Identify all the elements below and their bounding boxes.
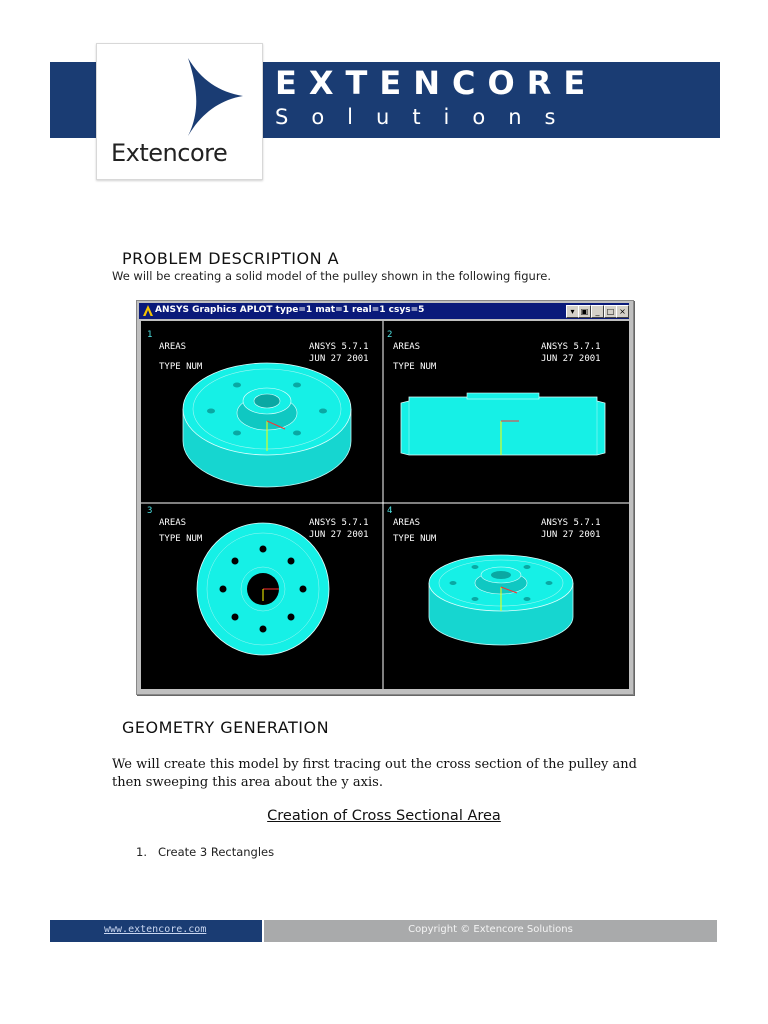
close-button[interactable]: × bbox=[616, 305, 629, 318]
window-special-button[interactable]: ▣ bbox=[578, 305, 591, 318]
pulley-iso-model bbox=[183, 363, 351, 487]
viewport-number: 1 bbox=[147, 330, 153, 340]
step-list bbox=[136, 845, 274, 859]
pulley-perspective-model bbox=[429, 555, 573, 645]
viewport-date: JUN 27 2001 bbox=[541, 530, 601, 540]
viewport-number: 4 bbox=[387, 506, 393, 516]
viewport-label: AREAS bbox=[393, 342, 421, 352]
window-titlebar[interactable] bbox=[139, 303, 629, 319]
viewport-type: TYPE NUM bbox=[393, 534, 437, 544]
viewports-svg bbox=[141, 321, 629, 689]
footer-right-band bbox=[264, 920, 717, 942]
geometry-paragraph: We will create this model by first tracing out the cross section of the pulley and then sweeping this area about the y axis. bbox=[112, 757, 637, 790]
logo-wordmark: Extencore bbox=[111, 139, 228, 167]
geometry-heading: GEOMETRY GENERATION bbox=[122, 718, 330, 737]
company-logo bbox=[96, 43, 263, 180]
maximize-button[interactable]: □ bbox=[604, 305, 617, 318]
ansys-logo-icon bbox=[142, 304, 154, 317]
viewport-4 bbox=[387, 506, 601, 645]
problem-heading: PROBLEM DESCRIPTION A bbox=[122, 249, 340, 268]
viewport-type: TYPE NUM bbox=[159, 362, 203, 372]
viewport-label: AREAS bbox=[159, 342, 187, 352]
viewport-type: TYPE NUM bbox=[159, 534, 203, 544]
viewport-date: JUN 27 2001 bbox=[309, 530, 369, 540]
brand-subtitle: Solutions bbox=[275, 105, 579, 129]
step-text: Create 3 Rectangles bbox=[158, 845, 275, 859]
window-title: ANSYS Graphics APLOT type=1 mat=1 real=1 csys=5 bbox=[155, 305, 425, 315]
viewport-date: JUN 27 2001 bbox=[309, 354, 369, 364]
viewport-version: ANSYS 5.7.1 bbox=[309, 342, 369, 352]
brand-title: EXTENCORE bbox=[275, 64, 598, 102]
viewport-type: TYPE NUM bbox=[393, 362, 437, 372]
viewport-3 bbox=[147, 506, 369, 655]
header-band-left bbox=[50, 62, 97, 138]
footer-left-band bbox=[50, 920, 262, 942]
pulley-side-model bbox=[401, 393, 605, 455]
window-menu-button[interactable]: ▾ bbox=[566, 305, 579, 318]
problem-description: We will be creating a solid model of the pulley shown in the following figure. bbox=[112, 269, 552, 283]
viewport-2 bbox=[387, 330, 605, 455]
step-number: 1. bbox=[136, 845, 147, 859]
viewport-1 bbox=[147, 330, 369, 487]
minimize-button[interactable]: _ bbox=[591, 305, 604, 318]
viewport-date: JUN 27 2001 bbox=[541, 354, 601, 364]
graphics-canvas[interactable] bbox=[141, 321, 629, 689]
viewport-version: ANSYS 5.7.1 bbox=[309, 518, 369, 528]
viewport-label: AREAS bbox=[393, 518, 421, 528]
pulley-top-model bbox=[197, 523, 329, 655]
list-item bbox=[136, 845, 274, 859]
viewport-version: ANSYS 5.7.1 bbox=[541, 518, 601, 528]
viewport-label: AREAS bbox=[159, 518, 187, 528]
viewport-version: ANSYS 5.7.1 bbox=[541, 342, 601, 352]
section-subheading: Creation of Cross Sectional Area bbox=[267, 808, 501, 824]
copyright-text: Copyright © Extencore Solutions bbox=[408, 924, 573, 935]
website-link[interactable]: www.extencore.com bbox=[104, 924, 207, 935]
ansys-graphics-window bbox=[136, 300, 634, 695]
viewport-number: 3 bbox=[147, 506, 153, 516]
viewport-number: 2 bbox=[387, 330, 393, 340]
